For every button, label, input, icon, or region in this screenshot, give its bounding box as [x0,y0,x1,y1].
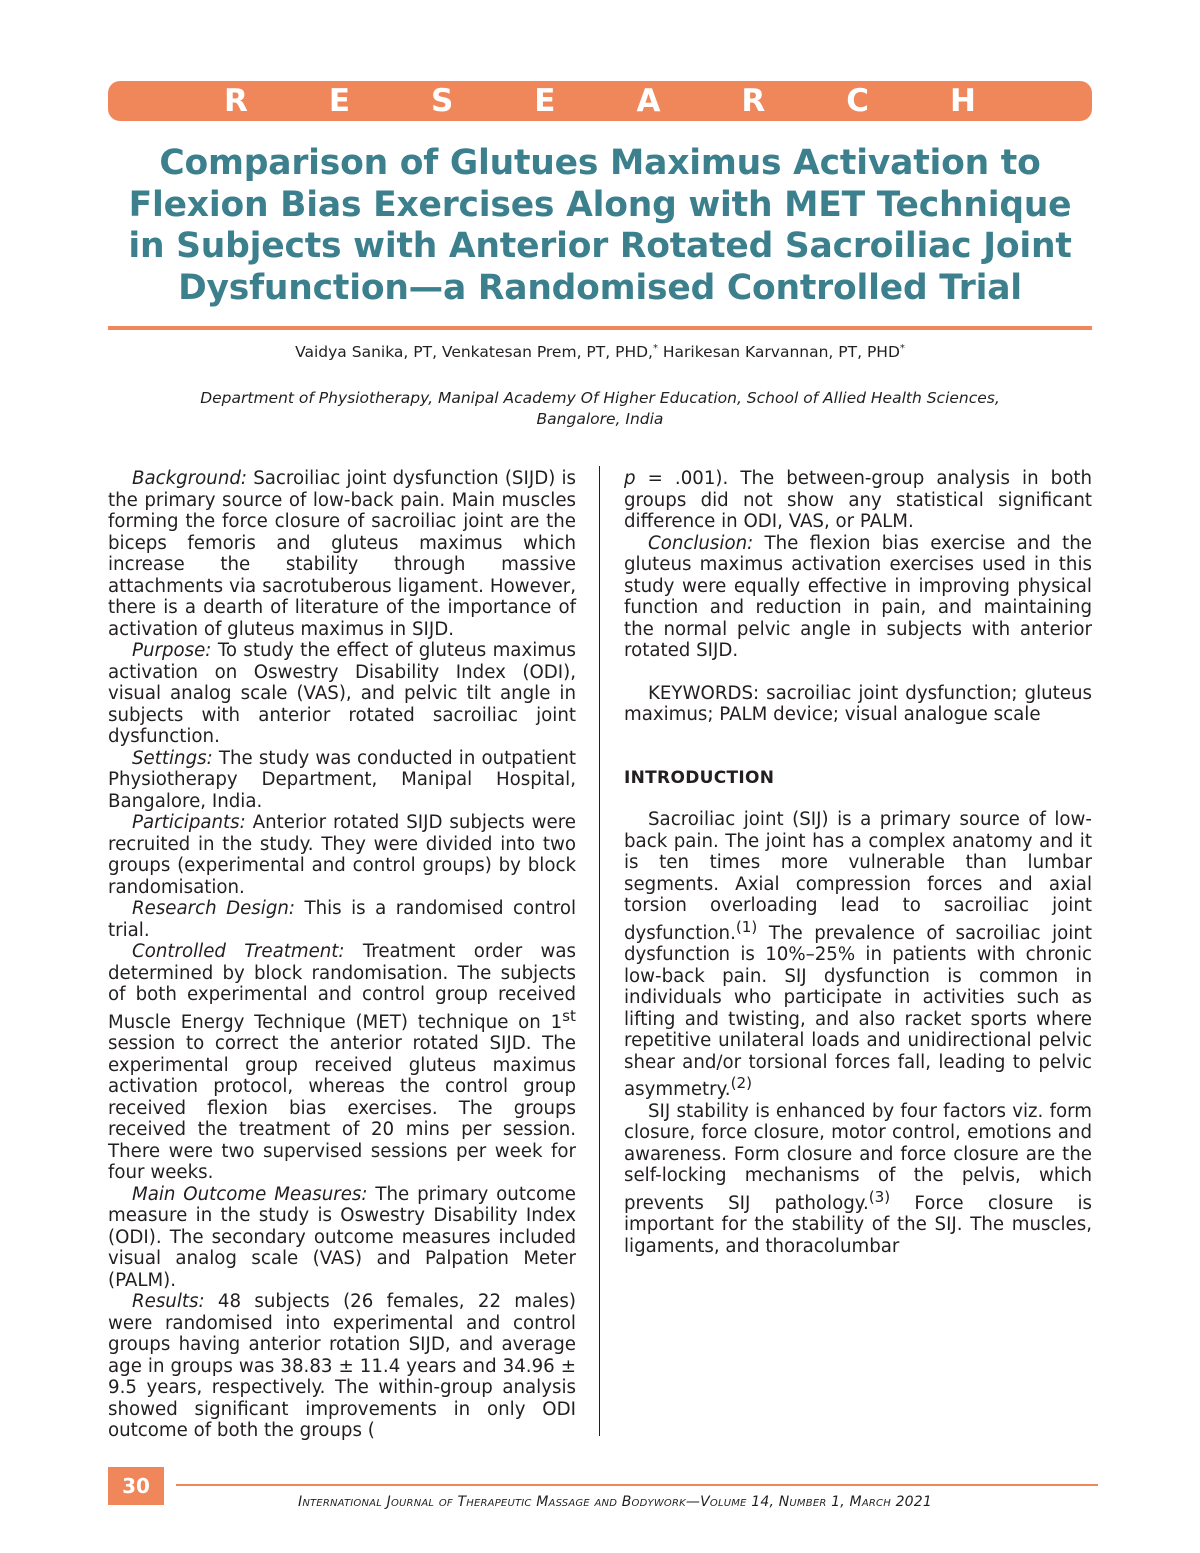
abstract-column-right [624,468,1092,1257]
abstract-settings [108,748,576,813]
abstract-column-left [108,468,576,1442]
citation: (2) [730,1074,753,1093]
section-label: Main Outcome Measures: [132,1183,368,1205]
section-text: To study the effect of gluteus maximus activation on Oswestry Disability Index (ODI), visual analog scale (VAS), and pelvic tilt angle in subjects with anterior rotated sacroiliac joint dysfunction. [108,640,576,747]
abstract-background [108,468,576,640]
affiliation-mark: * [652,343,658,354]
citation: (3) [868,1187,891,1206]
section-text: This is a randomised control trial. [108,898,576,941]
abstract-participants [108,812,576,898]
section-text: Treatment order was determined by block randomisation. The subjects of both experimental and control group received Muscle Energy Technique (MET) technique on 1 [108,941,576,1033]
section-label: Purpose: [132,640,212,661]
authors-text: Harikesan Karvannan, PT, PHD [657,343,900,362]
abstract-design [108,898,576,941]
banner-letter: E [534,82,556,119]
affiliation-line: Department of Physiotherapy, Manipal Academy Of Higher Education, School of Allied Health Sciences, [200,389,1000,407]
footer-rule [176,1484,1098,1486]
section-text: The study was conducted in outpatient Physiotherapy Department, Manipal Hospital, Bangalore, India. [108,747,576,812]
section-text: Anterior rotated SIJD subjects were recruited in the study. They were divided into two groups (experimental and control groups) by block randomisation. [108,812,576,898]
paragraph-text: The prevalence of sacroiliac joint dysfunction is 10%–25% in patients with chronic low-back pain. SIJ dysfunction is common in individuals who participate in activities such as lifting and twisting, and also racket sports where repetitive unilateral loads and unidirectional pelvic shear and/or torsional forces fall, leading to pelvic asymmetry. [624,922,1092,1101]
banner-letter: R [741,82,766,119]
paragraph-text: Sacroiliac joint (SIJ) is a primary source of low-back pain. The joint has a complex anatomy and it is ten times more vulnerable than lumbar segments. Axial compression forces and axial torsion overloading lead to sacroiliac joint dysfunction. [624,809,1092,944]
title-line: Flexion Bias Exercises Along with MET Technique [128,184,1072,225]
affiliation [108,388,1092,430]
section-label: Settings: [132,747,213,769]
abstract-conclusion [624,533,1092,662]
affiliation-line: Bangalore, India [536,410,664,428]
abstract-outcomes [108,1184,576,1292]
title-line: in Subjects with Anterior Rotated Sacroiliac Joint [128,226,1072,266]
section-text: The flexion bias exercise and the gluteus maximus activation exercises used in this study were equally effective in improving physical function and reduction in pain, and maintaining the normal pelvic angle in subjects with anterior rotated SIJD. [624,532,1092,661]
banner-letter: S [431,82,454,119]
author-list [108,343,1092,361]
keywords: KEYWORDS: sacroiliac joint dysfunction; gluteus maximus; PALM device; visual analogue scale [624,682,1092,725]
banner-letter: C [846,82,870,119]
section-label: Results: [132,1291,205,1313]
abstract-results [108,1291,576,1442]
banner-letter: E [328,82,351,119]
section-text: = .001). The between-group analysis in both groups did not show any statistical significant difference in ODI, VAS, or PALM. [624,468,1092,532]
title-divider [108,326,1092,330]
section-text: Sacroiliac joint dysfunction (SIJD) is the primary source of low-back pain. Main muscles forming the force closure of sacroiliac joint are the biceps femoris and gluteus maximus which increase the stability through massive attachments via sacrotuberous ligament. However, there is a dearth of literature of the importance of activation of gluteus maximus in SIJD. [108,468,576,640]
page-number: 30 [122,1474,150,1498]
section-banner [108,81,1092,121]
section-label: Participants: [132,812,246,833]
paragraph-text: Force closure is important for the stability of the SIJ. The muscles, ligaments, and thoracolumbar [624,1192,1093,1257]
section-label: Controlled Treatment: [132,941,345,962]
abstract-treatment [108,941,576,1184]
section-label: Background: [132,468,248,489]
title-line: Comparison of Glutues Maximus Activation to [159,143,1041,183]
page-number-box [108,1467,164,1505]
title-line: Dysfunction—a Randomised Controlled Trial [178,267,1022,308]
section-text: The primary outcome measure in the study is Oswestry Disability Index (ODI). The secondary outcome measures included visual analog scale (VAS) and Palpation Meter (PALM). [108,1183,576,1291]
introduction-paragraph [624,809,1092,1101]
affiliation-mark: * [899,343,905,354]
authors-text: Vaidya Sanika, PT, Venkatesan Prem, PT, PHD, [295,343,653,362]
citation: (1) [735,917,758,936]
p-value-symbol: p [624,468,636,489]
introduction-heading: INTRODUCTION [624,767,775,788]
section-label: Conclusion: [648,532,754,554]
section-text: session to correct the anterior rotated SIJD. The experimental group received gluteus maximus activation protocol, whereas the control group received flexion bias exercises. The groups received the treatment of 20 mins per session. There were two supervised sessions per week for four weeks. [108,1033,576,1184]
abstract-purpose [108,640,576,748]
section-label: Research Design: [132,898,296,919]
journal-footer: International Journal of Therapeutic Massage and Bodywork—Volume 14, Number 1, March 2021 [297,1494,932,1510]
abstract-results-continued [624,468,1092,533]
banner-letter: A [636,82,661,119]
paragraph-text: SIJ stability is enhanced by four factors viz. form closure, force closure, motor control, emotions and awareness. Form closure and force closure are the self-locking mechanisms of the pelvis, which prevents SIJ pathology. [624,1100,1092,1214]
banner-letter: R [224,82,248,119]
banner-letter: H [950,82,976,119]
section-text: 48 subjects (26 females, 22 males) were randomised into experimental and control groups having anterior rotation SIJD, and average age in groups was 38.83 ± 11.4 years and 34.96 ± 9.5 years, respectively. The within-group analysis showed significant improvements in only ODI outcome of both the groups ( [108,1291,576,1442]
article-title [100,143,1100,309]
ordinal-suffix: st [562,1006,576,1025]
introduction-paragraph [624,1101,1092,1258]
column-divider [599,466,600,1436]
